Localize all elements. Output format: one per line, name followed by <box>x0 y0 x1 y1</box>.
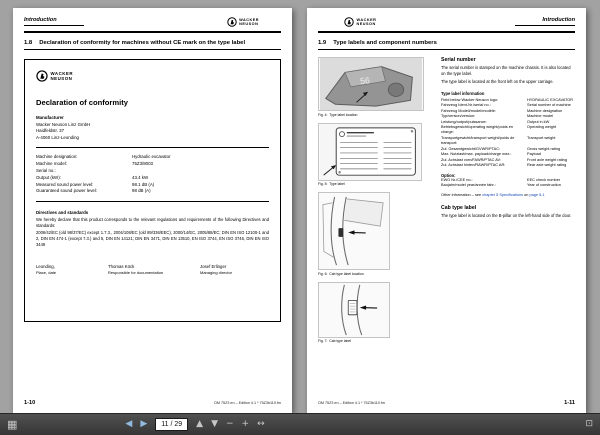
type-label-row <box>441 163 575 168</box>
manufacturer-city: A-4060 Linz-Leonding <box>36 134 79 140</box>
product-row-label: Machine designation: <box>36 154 78 160</box>
type-label-row <box>441 136 575 147</box>
scroll-down-button[interactable]: ▼ <box>211 419 218 429</box>
zoom-out-button[interactable]: − <box>225 419 234 429</box>
wacker-neuson-wordmark <box>239 18 259 27</box>
type-label-field: Zul. Gesamtgewicht/GVWR/PTAC: <box>441 146 501 151</box>
thumbnails-icon[interactable]: ▦ <box>7 418 18 431</box>
section-title: Type labels and component numbers <box>333 40 437 46</box>
cross-reference-line <box>441 193 575 199</box>
place-text: Leonding, <box>36 263 55 269</box>
product-row-value: 98.1 dB (A) <box>132 181 155 187</box>
brand-line-2: NEUSON <box>356 22 376 26</box>
signature-2-name: Josef Erlinger <box>200 263 227 269</box>
brand-line-2: NEUSON <box>239 22 259 26</box>
previous-page-button[interactable]: ◀ <box>125 419 133 429</box>
type-label-row <box>441 183 575 188</box>
product-row-value: 43.4 kW <box>132 174 149 180</box>
type-label-field: Typ/version/version: <box>441 114 476 119</box>
option-heading: Option: <box>441 172 456 178</box>
signature-area <box>36 264 269 276</box>
page-footer-left <box>24 400 281 406</box>
brand-line-1: WACKER <box>356 17 377 22</box>
chapter-5-specifications-link[interactable]: chapter 5 Specifications <box>482 192 524 197</box>
signature-2 <box>200 264 292 276</box>
directives-intro: We hereby declare that this product corresponds to the relevant regulations and requirements of the following Directives and standards: <box>36 216 269 228</box>
type-label-field: Fahrzeug Modell/model/modèle: <box>441 108 496 113</box>
wacker-neuson-logo <box>344 17 376 27</box>
figures-column <box>318 57 432 389</box>
type-label-meaning: HYDRAULIC EXCAVATOR <box>527 97 574 102</box>
product-row-label: Machine model: <box>36 161 67 167</box>
type-label-meaning: EEC check number <box>527 177 561 182</box>
section-heading <box>318 40 575 50</box>
type-label-meaning: Operating weight <box>527 125 557 130</box>
declaration-title: Declaration of conformity <box>36 98 128 107</box>
type-label-meaning: Machine model <box>527 114 554 119</box>
product-row-label: Guaranteed sound power level: <box>36 188 98 194</box>
figure-6 <box>318 192 432 276</box>
zoom-in-button[interactable]: + <box>241 419 250 429</box>
product-row-label: Output (kW): <box>36 174 61 180</box>
signature-1 <box>108 264 200 276</box>
manual-page-right <box>307 8 586 413</box>
type-label-meaning: Year of construction <box>527 183 561 188</box>
manufacturer-heading: Manufacturer <box>36 115 64 120</box>
document-reference: OM 75Z3 en – Edition 4.1 * 75Z3b110.fm <box>214 401 281 405</box>
cab-pillar-drawing <box>318 192 390 270</box>
cab-type-label-heading: Cab type label <box>441 205 477 212</box>
product-row <box>36 188 269 195</box>
page-footer-right <box>318 400 575 406</box>
figure-6-caption: Fig. 6: Cab type label location <box>318 271 364 276</box>
product-row <box>36 182 269 189</box>
figure-7-caption: Fig. 7: Cab type label <box>318 339 351 343</box>
page-number: 1-10 <box>24 400 36 406</box>
type-label-meaning: Front axle weight rating <box>527 157 567 162</box>
product-row <box>36 161 269 168</box>
cab-type-label-text: The type label is located on the B-pillar on the left-hand side of the door. <box>441 213 572 219</box>
section-title: Declaration of conformity for machines without CE mark on the type label <box>39 40 246 46</box>
type-label-meaning: Rear axle weight rating <box>527 163 567 168</box>
type-label-field: Baujahr/model year/année fabr.: <box>441 183 496 188</box>
serial-number-paragraph-2: The type label is located at the front left on the upper carriage. <box>441 78 554 84</box>
type-label-meaning: Machine designation <box>527 108 563 113</box>
other-info-text: Other information – see <box>441 192 483 197</box>
manual-page-left <box>13 8 292 413</box>
wacker-neuson-logo <box>36 70 73 82</box>
product-row-value: 98 dB (A) <box>132 188 151 194</box>
product-row-value: 75Z3/8003 <box>132 161 153 167</box>
type-label-drawing <box>318 123 422 181</box>
figure-4-caption: Fig. 4: Type label location <box>318 112 358 117</box>
place-date-block <box>36 264 108 276</box>
section-heading <box>24 40 281 50</box>
section-number: 1.9 <box>318 40 327 46</box>
product-row <box>36 154 269 161</box>
wacker-neuson-logo-icon <box>227 17 237 27</box>
product-row-label: Serial no.: <box>36 167 56 173</box>
wacker-neuson-logo-icon <box>36 70 48 82</box>
type-label-field: Transportgewicht/transport weight/poids de transport: <box>441 135 515 146</box>
divider <box>36 201 269 202</box>
type-label-meaning: Transport weight <box>527 135 556 140</box>
scroll-up-button[interactable]: ▲ <box>196 419 204 429</box>
wacker-neuson-logo-icon <box>344 17 354 27</box>
brand-line-1: WACKER <box>50 70 74 76</box>
product-row-label: Measured sound power level: <box>36 181 94 187</box>
signature-1-role: Responsible for documentation <box>108 270 164 276</box>
text-column <box>432 57 575 389</box>
page-header-left <box>24 17 281 33</box>
fullscreen-button[interactable]: ⊡ <box>585 419 593 429</box>
figure-4 <box>318 57 432 117</box>
type-label-field: Field below Wacker Neuson logo: <box>441 97 499 102</box>
wacker-neuson-wordmark <box>357 18 377 27</box>
product-row <box>36 168 269 175</box>
type-label-field: Fahrzeug Ident-Nr./serial no.: <box>441 103 491 108</box>
type-label-row <box>441 125 575 136</box>
fit-width-button[interactable]: ↔ <box>257 419 265 429</box>
page-5-1-link[interactable]: page 5-1 <box>529 192 545 197</box>
divider <box>36 147 269 148</box>
declaration-of-conformity-box <box>24 59 281 322</box>
type-label-meaning: Gross weight rating <box>527 146 561 151</box>
type-label-field: Leistung/output/puissance: <box>441 119 487 124</box>
type-label-field: Zul. Achslast vorn/FAWR/PTAC AV: <box>441 157 502 162</box>
chapter-label: Introduction <box>24 17 84 26</box>
page-header-right <box>318 17 575 33</box>
manufacturer-street: Haidfeldstr. 37 <box>36 128 65 134</box>
wacker-neuson-wordmark <box>51 71 74 81</box>
pdf-viewer-toolbar <box>0 413 600 435</box>
type-label-info-heading: Type label information <box>441 90 485 96</box>
serial-number-stamp: 56 <box>359 75 371 86</box>
type-label-meaning: Payload <box>527 152 541 157</box>
product-row-value: Hydraulic excavator <box>132 154 171 160</box>
type-label-meaning: Output in kW <box>527 119 550 124</box>
product-row <box>36 175 269 182</box>
type-label-field: EWG Nr./CEE no.: <box>441 177 473 182</box>
chapter-label: Introduction <box>515 17 575 26</box>
document-reference: OM 75Z3 en – Edition 4.1 * 75Z3b110.fm <box>318 401 385 405</box>
directives-heading: Directives and standards <box>36 210 89 216</box>
page-number-input[interactable]: 11 / 29 <box>155 418 188 431</box>
type-label-field: Zul. Achslast hinten/RAWR/PTAC AR: <box>441 163 506 168</box>
type-label-field: Max. Nutzlast/max. payload/charge max.: <box>441 152 512 157</box>
next-page-button[interactable]: ▶ <box>140 419 148 429</box>
figure-7 <box>318 282 432 344</box>
cab-type-label-block <box>441 205 575 219</box>
figure-5 <box>318 123 432 187</box>
page-number: 1-11 <box>564 400 575 406</box>
directives-list: 2006/42/EC (old 98/37/EC) except 1.7.3., 2004/108/EC (old 89/336/EEC), 2000/14/EC, 2005/88/EC; DIN EN ISO 12100-1 and 2, DIN EN 474-1 (except 7.3.) and 5, DIN EN 14121; DIN EN 3471, DIN EN 13510, EN ISO 3744, EN ISO 3746, DIN EN ISO 3449 <box>36 230 269 247</box>
place-date-label: Place, date <box>36 270 57 276</box>
signature-1-name: Thomas Köck <box>108 263 135 269</box>
type-label-meaning: Serial number of machine <box>527 103 571 108</box>
serial-number-heading: Serial number <box>441 57 476 63</box>
type-label-location-photo <box>318 57 424 111</box>
type-label-field: Betriebsgewicht/operating weight/poids en charge: <box>441 125 514 135</box>
two-column-layout <box>318 57 575 389</box>
other-info-text-2: on <box>523 192 530 197</box>
wacker-neuson-logo <box>227 17 259 27</box>
figure-5-caption: Fig. 5: Type label <box>318 182 345 186</box>
signature-2-role: Managing director <box>200 270 233 276</box>
manufacturer-name: Wacker Neuson Linz GmbH <box>36 121 91 127</box>
cab-type-label-drawing <box>318 282 390 338</box>
section-number: 1.8 <box>24 40 33 46</box>
brand-line-1: WACKER <box>239 17 259 22</box>
brand-line-2: NEUSON <box>50 76 73 81</box>
serial-number-paragraph-1: The serial number is stamped on the machine chassis. It is also located on the type label. <box>441 65 571 76</box>
